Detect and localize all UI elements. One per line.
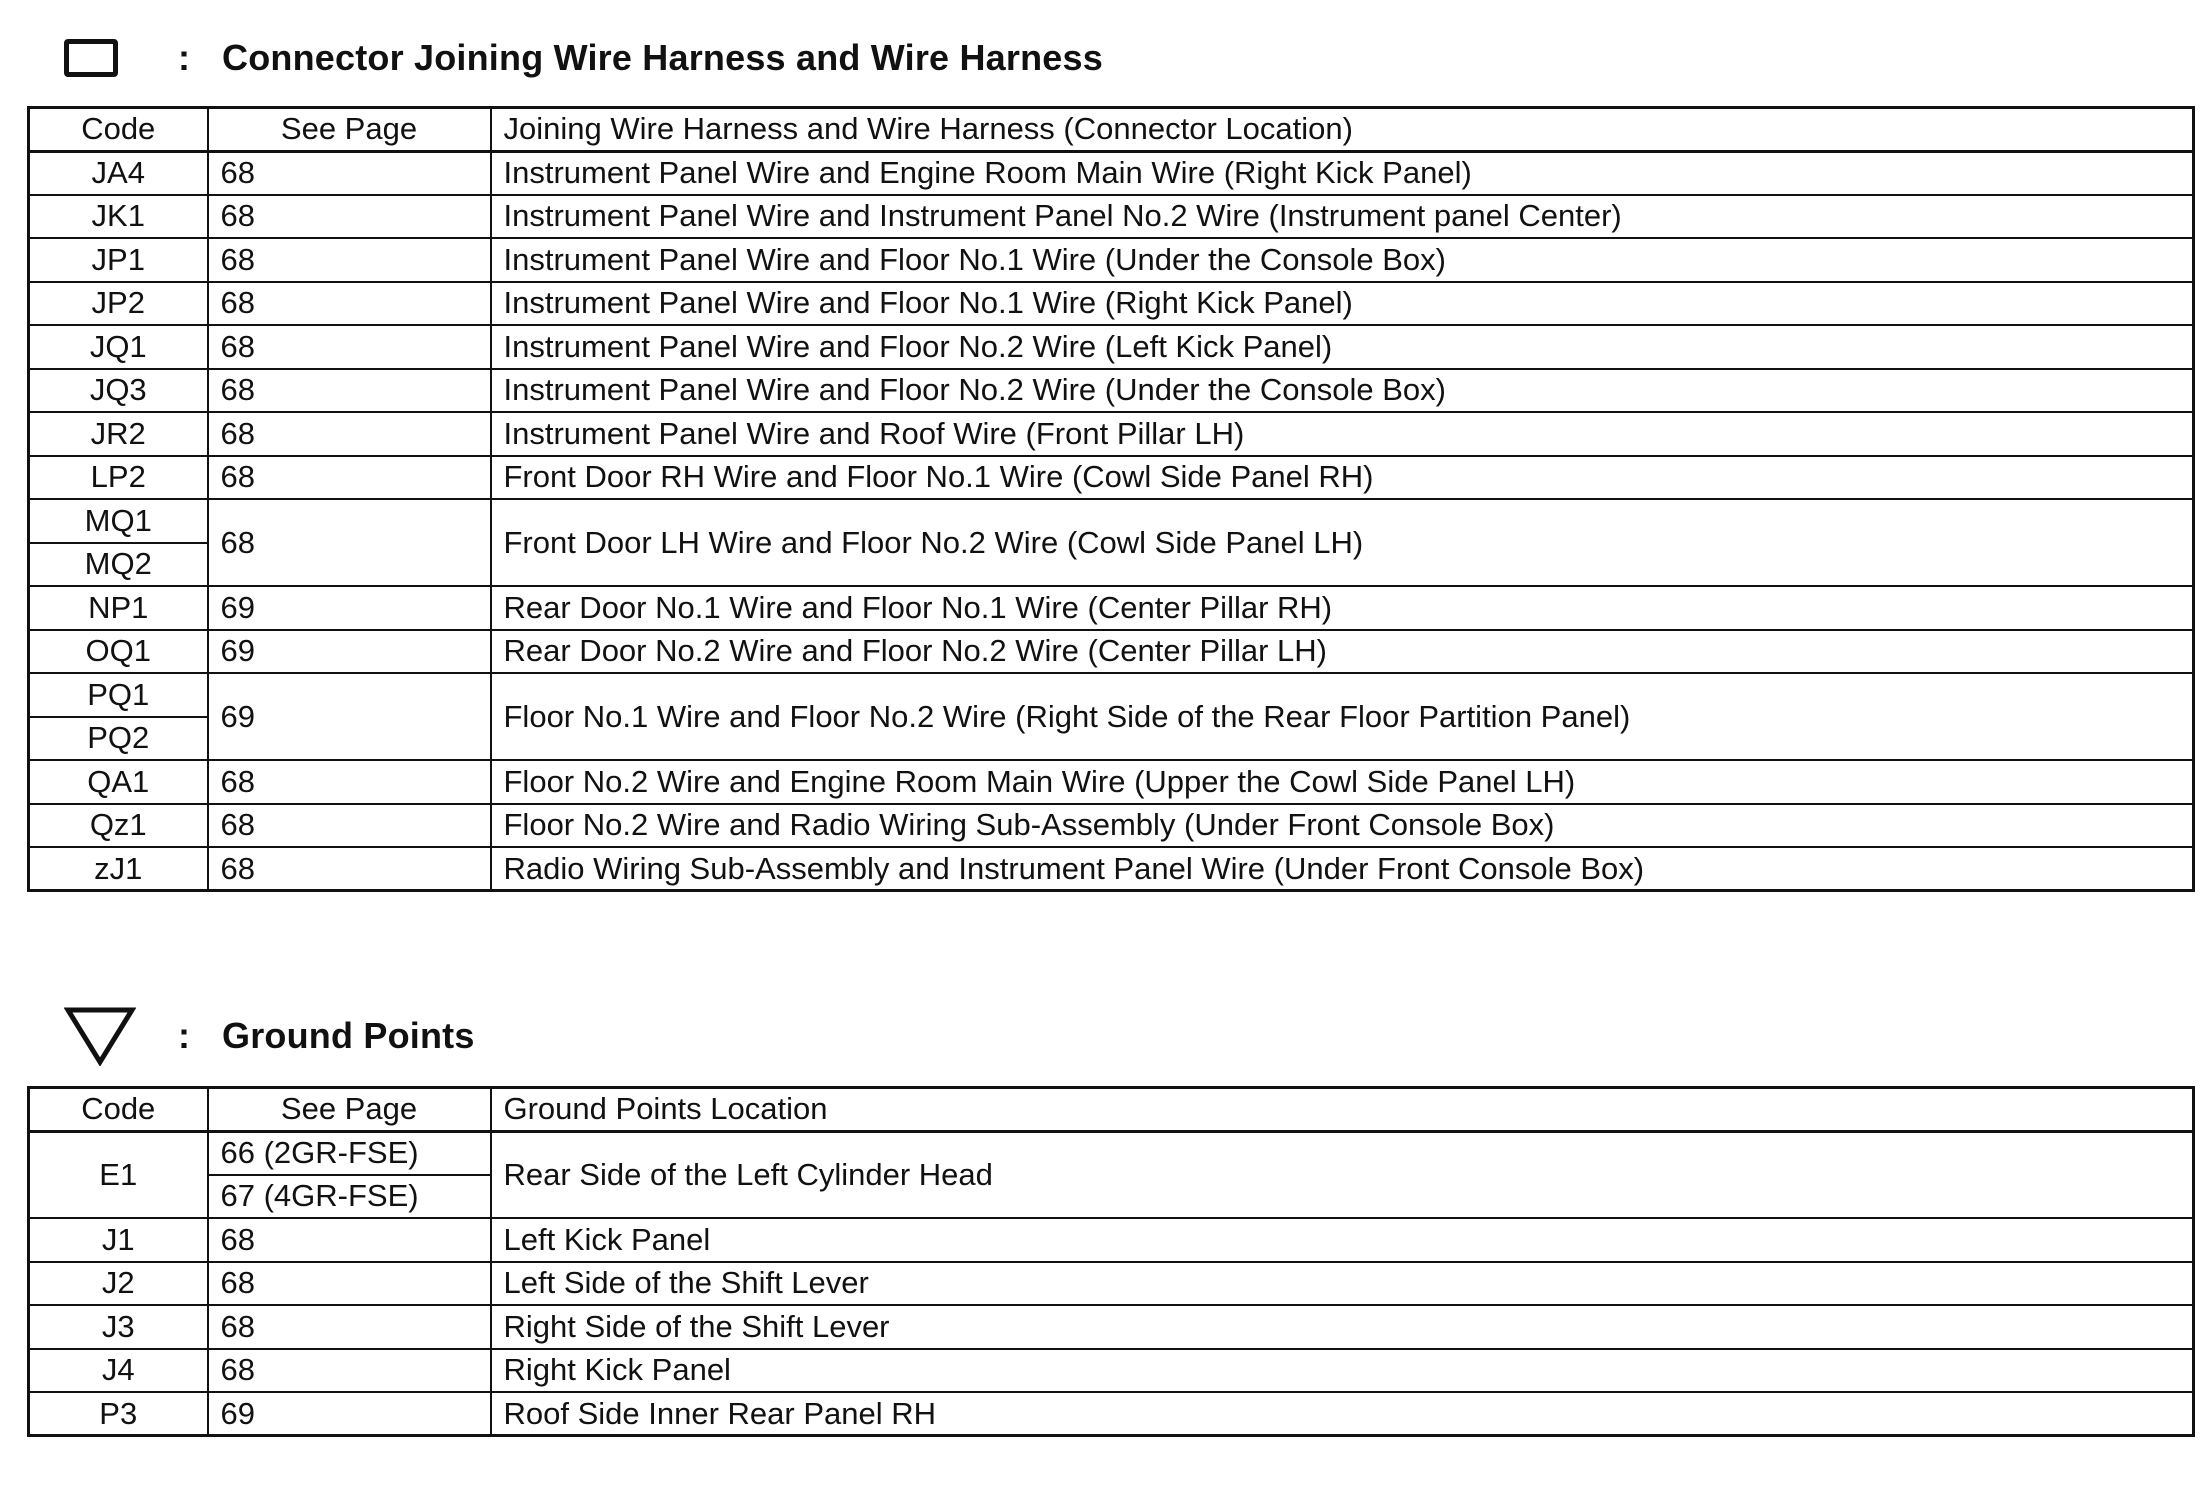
ground-location-cell: Right Side of the Shift Lever xyxy=(491,1305,2194,1349)
table-row xyxy=(29,1349,2194,1393)
see-page-cell: 68 xyxy=(208,1262,491,1306)
table-row xyxy=(29,456,2194,500)
ground-section-title: Ground Points xyxy=(222,1015,475,1056)
connector-location-cell: Instrument Panel Wire and Floor No.2 Wire (Left Kick Panel) xyxy=(491,325,2194,369)
connector-location-cell: Rear Door No.1 Wire and Floor No.1 Wire (Center Pillar RH) xyxy=(491,586,2194,630)
ground-section-heading xyxy=(64,1006,475,1066)
table-row xyxy=(29,804,2194,848)
connector-location-cell: Front Door LH Wire and Floor No.2 Wire (Cowl Side Panel LH) xyxy=(491,499,2194,586)
connector-location-cell: Instrument Panel Wire and Instrument Panel No.2 Wire (Instrument panel Center) xyxy=(491,195,2194,239)
connector-code-cell: JP2 xyxy=(29,282,208,326)
ground-location-cell: Rear Side of the Left Cylinder Head xyxy=(491,1131,2194,1218)
header-code: Code xyxy=(29,108,208,152)
ground-header-row xyxy=(29,1088,2194,1132)
connector-location-cell: Floor No.2 Wire and Engine Room Main Wire (Upper the Cowl Side Panel LH) xyxy=(491,760,2194,804)
connector-code-cell: PQ1 xyxy=(29,673,208,717)
table-row xyxy=(29,499,2194,543)
connector-location-cell: Radio Wiring Sub-Assembly and Instrument Panel Wire (Under Front Console Box) xyxy=(491,847,2194,891)
see-page-cell: 68 xyxy=(208,282,491,326)
connector-location-cell: Floor No.1 Wire and Floor No.2 Wire (Right Side of the Rear Floor Partition Panel) xyxy=(491,673,2194,760)
header-code: Code xyxy=(29,1088,208,1132)
ground-location-cell: Roof Side Inner Rear Panel RH xyxy=(491,1392,2194,1436)
connector-code-cell: JK1 xyxy=(29,195,208,239)
see-page-cell: 68 xyxy=(208,1218,491,1262)
see-page-cell: 68 xyxy=(208,369,491,413)
connector-code-cell: JP1 xyxy=(29,238,208,282)
table-row xyxy=(29,369,2194,413)
connector-code-cell: PQ2 xyxy=(29,717,208,761)
connector-code-cell: MQ1 xyxy=(29,499,208,543)
table-row xyxy=(29,673,2194,717)
connector-location-cell: Instrument Panel Wire and Floor No.2 Wire (Under the Console Box) xyxy=(491,369,2194,413)
see-page-cell: 66 (2GR-FSE) xyxy=(208,1131,491,1175)
connector-location-cell: Front Door RH Wire and Floor No.1 Wire (Cowl Side Panel RH) xyxy=(491,456,2194,500)
see-page-cell: 68 xyxy=(208,195,491,239)
table-row xyxy=(29,282,2194,326)
connector-location-cell: Rear Door No.2 Wire and Floor No.2 Wire (Center Pillar LH) xyxy=(491,630,2194,674)
connector-code-cell: OQ1 xyxy=(29,630,208,674)
connector-code-cell: zJ1 xyxy=(29,847,208,891)
table-row xyxy=(29,586,2194,630)
connector-location-cell: Floor No.2 Wire and Radio Wiring Sub-Assembly (Under Front Console Box) xyxy=(491,804,2194,848)
connector-code-cell: JQ1 xyxy=(29,325,208,369)
header-description: Joining Wire Harness and Wire Harness (Connector Location) xyxy=(491,108,2194,152)
connector-header-row xyxy=(29,108,2194,152)
table-row xyxy=(29,238,2194,282)
connector-location-cell: Instrument Panel Wire and Floor No.1 Wire (Right Kick Panel) xyxy=(491,282,2194,326)
ground-code-cell: J2 xyxy=(29,1262,208,1306)
see-page-cell: 68 xyxy=(208,847,491,891)
ground-table xyxy=(27,1086,2195,1437)
heading-colon: : xyxy=(178,37,190,78)
connector-location-cell: Instrument Panel Wire and Engine Room Main Wire (Right Kick Panel) xyxy=(491,151,2194,195)
see-page-cell: 69 xyxy=(208,586,491,630)
connector-table xyxy=(27,106,2195,892)
ground-code-cell: P3 xyxy=(29,1392,208,1436)
ground-location-cell: Left Kick Panel xyxy=(491,1218,2194,1262)
see-page-cell: 68 xyxy=(208,1305,491,1349)
ground-location-cell: Left Side of the Shift Lever xyxy=(491,1262,2194,1306)
connector-section-title: Connector Joining Wire Harness and Wire Harness xyxy=(222,37,1103,78)
table-row xyxy=(29,760,2194,804)
ground-code-cell: E1 xyxy=(29,1131,208,1218)
table-row xyxy=(29,1262,2194,1306)
see-page-cell: 69 xyxy=(208,1392,491,1436)
table-row xyxy=(29,847,2194,891)
connector-location-cell: Instrument Panel Wire and Roof Wire (Front Pillar LH) xyxy=(491,412,2194,456)
header-see-page: See Page xyxy=(208,1088,491,1132)
connector-code-cell: LP2 xyxy=(29,456,208,500)
ground-location-cell: Right Kick Panel xyxy=(491,1349,2194,1393)
connector-code-cell: JA4 xyxy=(29,151,208,195)
see-page-cell: 68 xyxy=(208,456,491,500)
connector-location-cell: Instrument Panel Wire and Floor No.1 Wire (Under the Console Box) xyxy=(491,238,2194,282)
see-page-cell: 69 xyxy=(208,630,491,674)
see-page-cell: 68 xyxy=(208,1349,491,1393)
see-page-cell: 68 xyxy=(208,412,491,456)
table-row xyxy=(29,1305,2194,1349)
ground-code-cell: J3 xyxy=(29,1305,208,1349)
down-triangle-icon xyxy=(64,1006,136,1066)
see-page-cell: 68 xyxy=(208,760,491,804)
table-row xyxy=(29,151,2194,195)
connector-section-heading xyxy=(64,28,1103,88)
heading-colon: : xyxy=(178,1015,190,1056)
ground-code-cell: J4 xyxy=(29,1349,208,1393)
see-page-cell: 68 xyxy=(208,151,491,195)
connector-code-cell: QA1 xyxy=(29,760,208,804)
connector-code-cell: JR2 xyxy=(29,412,208,456)
table-row xyxy=(29,412,2194,456)
see-page-cell: 68 xyxy=(208,804,491,848)
see-page-cell: 68 xyxy=(208,325,491,369)
table-row xyxy=(29,195,2194,239)
see-page-cell: 68 xyxy=(208,499,491,586)
header-description: Ground Points Location xyxy=(491,1088,2194,1132)
table-row xyxy=(29,1218,2194,1262)
connector-code-cell: NP1 xyxy=(29,586,208,630)
see-page-cell: 68 xyxy=(208,238,491,282)
table-row xyxy=(29,630,2194,674)
header-see-page: See Page xyxy=(208,108,491,152)
table-row xyxy=(29,1392,2194,1436)
table-row xyxy=(29,325,2194,369)
see-page-cell: 69 xyxy=(208,673,491,760)
square-box-icon xyxy=(64,39,118,77)
table-row xyxy=(29,1131,2194,1175)
connector-code-cell: JQ3 xyxy=(29,369,208,413)
see-page-cell: 67 (4GR-FSE) xyxy=(208,1175,491,1219)
connector-code-cell: Qz1 xyxy=(29,804,208,848)
connector-code-cell: MQ2 xyxy=(29,543,208,587)
ground-code-cell: J1 xyxy=(29,1218,208,1262)
